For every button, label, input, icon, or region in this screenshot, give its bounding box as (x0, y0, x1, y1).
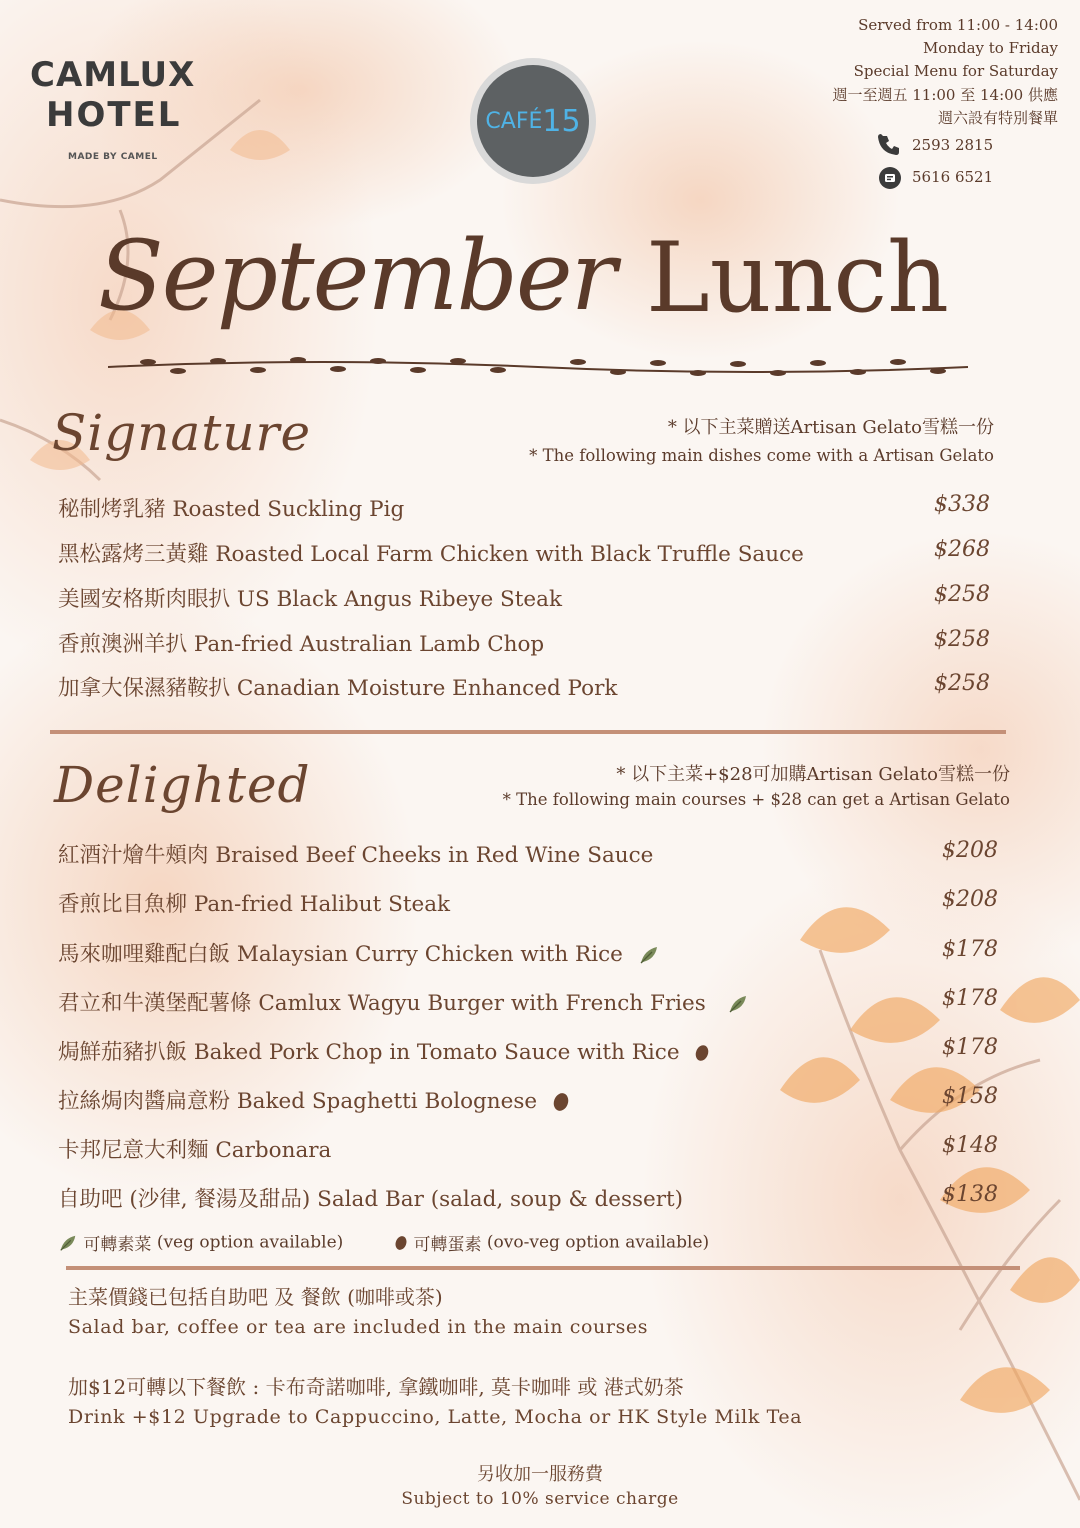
upgrade-note (68, 1372, 802, 1432)
menu-item (58, 1182, 998, 1213)
logo-tagline: MADE BY CAMEL (68, 152, 158, 162)
menu-item-price: $268 (934, 537, 990, 562)
camlux-hotel-logo (30, 55, 200, 162)
menu-item-price: $148 (942, 1133, 998, 1158)
menu-item (58, 986, 998, 1017)
menu-item-en: Baked Spaghetti Bolognese (236, 1089, 538, 1114)
egg-icon (552, 1091, 570, 1113)
menu-item-en: Pan-fried Halibut Steak (193, 892, 451, 917)
menu-item-price: $258 (934, 671, 990, 696)
service-en: Subject to 10% service charge (401, 1489, 679, 1509)
phone-icon (878, 134, 902, 158)
menu-item-zh: 君立和牛漢堡配薯條 (58, 991, 252, 1016)
veg-leaf-icon (727, 993, 749, 1015)
logo-line1: CAMLUX (30, 55, 196, 95)
menu-item (58, 1133, 998, 1164)
logo-line2: HOTEL (46, 95, 182, 135)
signature-heading: Signature (52, 404, 312, 462)
menu-item (58, 537, 990, 568)
legend-veg-en: (veg option available) (156, 1232, 344, 1253)
menu-item-zh: 香煎比目魚柳 (58, 892, 188, 917)
message-icon (878, 166, 902, 190)
phone-number: 2593 2815 (912, 136, 994, 154)
vine-divider (108, 352, 968, 382)
section-divider (50, 730, 1006, 734)
menu-item-en: Malaysian Curry Chicken with Rice (236, 942, 623, 967)
menu-item-price: $138 (942, 1182, 998, 1207)
menu-item-price: $208 (942, 838, 998, 863)
menu-item-zh: 卡邦尼意大利麵 (58, 1138, 209, 1163)
menu-item-en: Canadian Moisture Enhanced Pork (236, 676, 618, 701)
menu-item-price: $338 (934, 492, 990, 517)
menu-item-price: $178 (942, 937, 998, 962)
info-line: 週六設有特別餐單 (937, 108, 1058, 127)
menu-item-zh: 黑松露烤三黃雞 (58, 542, 209, 567)
phone-contact (878, 134, 1058, 158)
menu-item-en: Pan-fried Australian Lamb Chop (193, 632, 545, 657)
menu-item-price: $178 (942, 986, 998, 1011)
menu-item-price: $158 (942, 1084, 998, 1109)
delighted-note (503, 762, 1010, 812)
menu-item-zh: 加拿大保濕豬鞍扒 (58, 676, 231, 701)
menu-item (58, 1035, 998, 1066)
service-zh: 另收加一服務費 (477, 1464, 603, 1485)
signature-note-en: * The following main dishes come with a Artisan Gelato (529, 446, 994, 465)
badge-text: CAFÉ (485, 108, 543, 134)
menu-item-en: Baked Pork Chop in Tomato Sauce with Rice (193, 1040, 680, 1065)
menu-item-zh: 自助吧 (沙律, 餐湯及甜品) (58, 1187, 311, 1212)
menu-item (58, 627, 990, 658)
menu-item-en: US Black Angus Ribeye Steak (236, 587, 562, 612)
upgrade-en: Drink +$12 Upgrade to Cappuccino, Latte, Mocha or HK Style Milk Tea (68, 1406, 803, 1428)
info-line: Monday to Friday (922, 39, 1058, 58)
title-month: September (98, 220, 615, 332)
included-en: Salad bar, coffee or tea are included in the main courses (68, 1316, 649, 1338)
service-charge-note (0, 1462, 1080, 1512)
service-hours-info (728, 14, 1058, 186)
delighted-heading: Delighted (54, 756, 311, 814)
menu-item-zh: 香煎澳洲羊扒 (58, 632, 188, 657)
info-line: 週一至週五 11:00 至 14:00 供應 (832, 85, 1058, 104)
included-zh: 主菜價錢已包括自助吧 及 餐飲 (咖啡或茶) (68, 1285, 443, 1309)
menu-item-price: $258 (934, 582, 990, 607)
whatsapp-contact (878, 166, 1058, 190)
info-line: Served from 11:00 - 14:00 (858, 16, 1058, 34)
menu-item-price: $178 (942, 1035, 998, 1060)
delighted-note-en: * The following main courses + $28 can get a Artisan Gelato (502, 790, 1010, 809)
menu-item (58, 838, 998, 869)
menu-item (58, 937, 998, 968)
legend-ovo-en: (ovo-veg option available) (486, 1232, 710, 1253)
legend-veg-zh: 可轉素菜 (83, 1235, 152, 1255)
menu-item (58, 887, 998, 918)
signature-note-zh: * 以下主菜贈送Artisan Gelato雪糕一份 (667, 417, 994, 438)
menu-item (58, 582, 990, 613)
menu-item-zh: 馬來咖哩雞配白飯 (58, 942, 231, 967)
menu-item (58, 1084, 998, 1115)
menu-item-zh: 紅酒汁燴牛頰肉 (58, 843, 209, 868)
badge-number: 15 (542, 103, 581, 139)
menu-item-en: Salad Bar (salad, soup & dessert) (317, 1187, 684, 1212)
delighted-note-zh: * 以下主菜+$28可加購Artisan Gelato雪糕一份 (616, 764, 1010, 785)
menu-item-en: Roasted Suckling Pig (172, 497, 405, 522)
menu-item-en: Carbonara (215, 1138, 332, 1163)
dietary-legend (58, 1230, 709, 1255)
menu-item-zh: 焗鮮茄豬扒飯 (58, 1040, 188, 1065)
egg-icon (694, 1043, 710, 1063)
menu-item-en: Braised Beef Cheeks in Red Wine Sauce (215, 843, 654, 868)
whatsapp-number: 5616 6521 (912, 168, 994, 186)
veg-leaf-icon (58, 1233, 78, 1253)
legend-ovo-zh: 可轉蛋素 (413, 1235, 482, 1255)
menu-item-en: Roasted Local Farm Chicken with Black Truffle Sauce (215, 542, 804, 567)
menu-item-price: $208 (942, 887, 998, 912)
cafe15-badge (470, 58, 596, 184)
title-meal: Lunch (646, 222, 949, 334)
veg-leaf-icon (638, 944, 660, 966)
menu-item-zh: 美國安格斯肉眼扒 (58, 587, 231, 612)
menu-item (58, 492, 990, 523)
menu-item (58, 671, 990, 702)
signature-note (529, 414, 994, 470)
menu-item-zh: 拉絲焗肉醬扁意粉 (58, 1089, 231, 1114)
info-line: Special Menu for Saturday (853, 62, 1058, 81)
egg-icon (394, 1234, 408, 1252)
upgrade-zh: 加$12可轉以下餐飲 : 卡布奇諾咖啡, 拿鐵咖啡, 莫卡咖啡 或 港式奶茶 (68, 1375, 684, 1399)
included-note (68, 1282, 648, 1342)
menu-item-zh: 秘制烤乳豬 (58, 497, 166, 522)
footer-divider (66, 1266, 1020, 1270)
menu-item-price: $258 (934, 627, 990, 652)
menu-item-en: Camlux Wagyu Burger with French Fries (258, 991, 706, 1016)
